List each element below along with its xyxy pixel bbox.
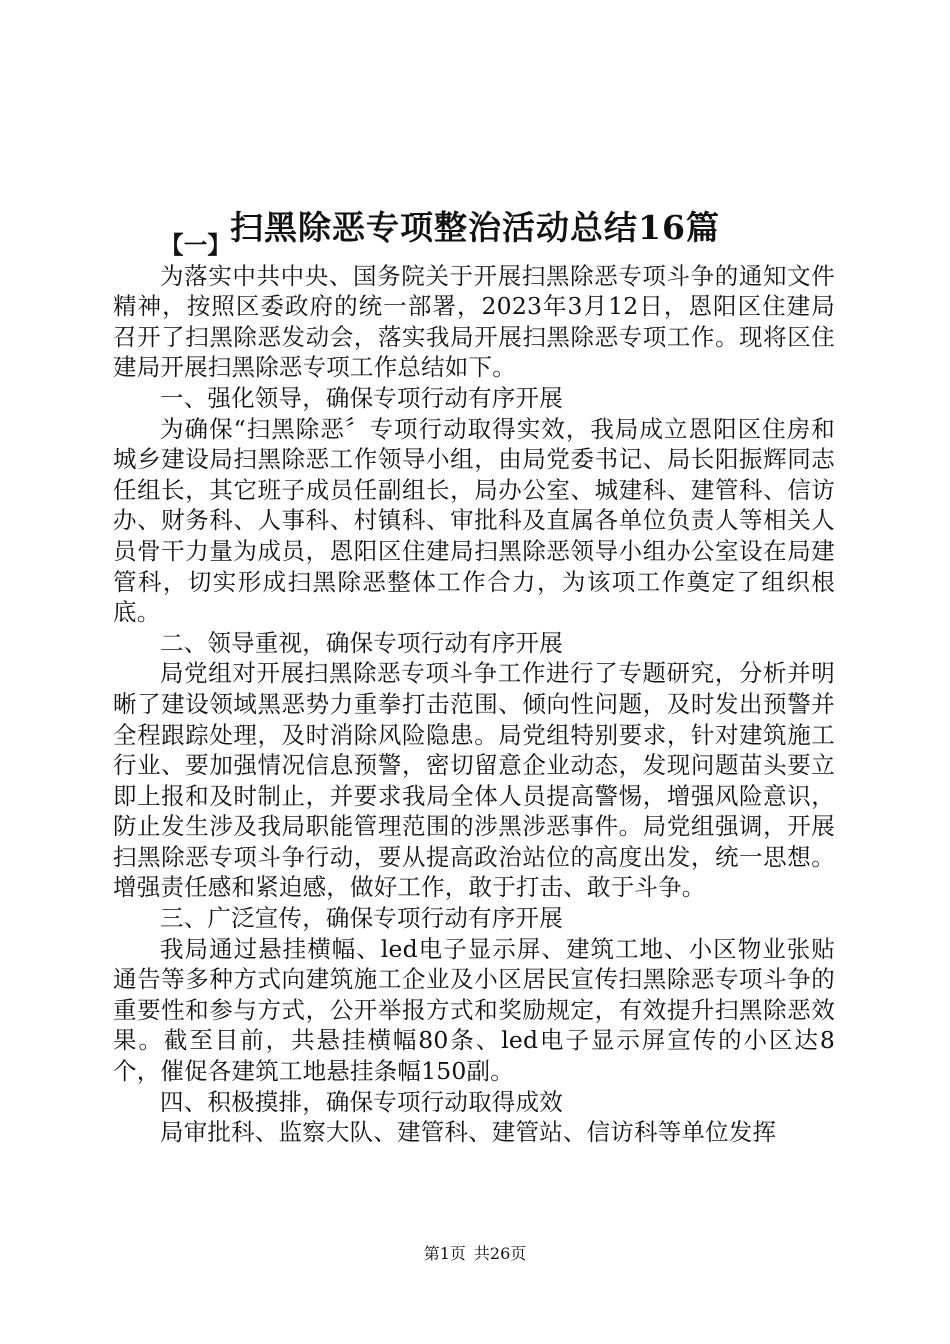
paragraph-1: 为确保“扫黑除恶〞专项行动取得实效，我局成立恩阳区住房和城乡建设局扫黑除恶工作领导小组，由局党委书记、局长阳振辉同志任组长，其它班子成员任副组长，局办公室、城建科、建管科、信访办、财务科、人事科、村镇科、审批科及直属各单位负责人等相关人员骨干力量为成员，恩阳区住建局扫黑除恶领导小组办公室设在局建管科，切实形成扫黑除恶整体工作合力，为该项工作奠定了组织根底。 (113, 414, 835, 627)
paragraph-3: 我局通过悬挂横幅、led电子显示屏、建筑工地、小区物业张贴通告等多种方式向建筑施工企业及小区居民宣传扫黑除恶专项斗争的重要性和参与方式，公开举报方式和奖励规定，有效提升扫黑除恶效果。截至目前，共悬挂横幅80条、led电子显示屏宣传的小区达8个，催促各建筑工地悬挂条幅150副。 (113, 934, 835, 1086)
page-footer (0, 1243, 950, 1265)
heading-3: 三、广泛宣传，确保专项行动有序开展 (160, 904, 563, 933)
document-title: 扫黑除恶专项整治活动总结16篇 (230, 208, 720, 248)
heading-2: 二、领导重视，确保专项行动有序开展 (160, 628, 563, 657)
section-marker: 【一】 (160, 231, 232, 259)
paragraph-4: 局审批科、监察大队、建管科、建管站、信访科等单位发挥 (160, 1118, 777, 1147)
paragraph-intro: 为落实中共中央、国务院关于开展扫黑除恶专项斗争的通知文件精神，按照区委政府的统一部署，2023年3月12日，恩阳区住建局召开了扫黑除恶发动会，落实我局开展扫黑除恶专项工作。现将区住建局开展扫黑除恶专项工作总结如下。 (113, 261, 835, 382)
page-number: 第1页 (423, 1244, 466, 1263)
heading-1: 一、强化领导，确保专项行动有序开展 (160, 383, 563, 412)
paragraph-2: 局党组对开展扫黑除恶专项斗争工作进行了专题研究，分析并明晰了建设领域黑恶势力重拳打击范围、倾向性问题，及时发出预警并全程跟踪处理，及时消除风险隐患。局党组特别要求，针对建筑施工行业、要加强情况信息预警，密切留意企业动态，发现问题苗头要立即上报和及时制止，并要求我局全体人员提高警惕，增强风险意识，防止发生涉及我局职能管理范围的涉黑涉恶事件。局党组强调，开展扫黑除恶专项斗争行动，要从提高政治站位的高度出发，统一思想。增强责任感和紧迫感，做好工作，敢于打击、敢于斗争。 (113, 659, 835, 902)
document-body (113, 230, 835, 1148)
page-total: 共26页 (473, 1244, 527, 1263)
heading-4: 四、积极摸排，确保专项行动取得成效 (160, 1087, 563, 1116)
